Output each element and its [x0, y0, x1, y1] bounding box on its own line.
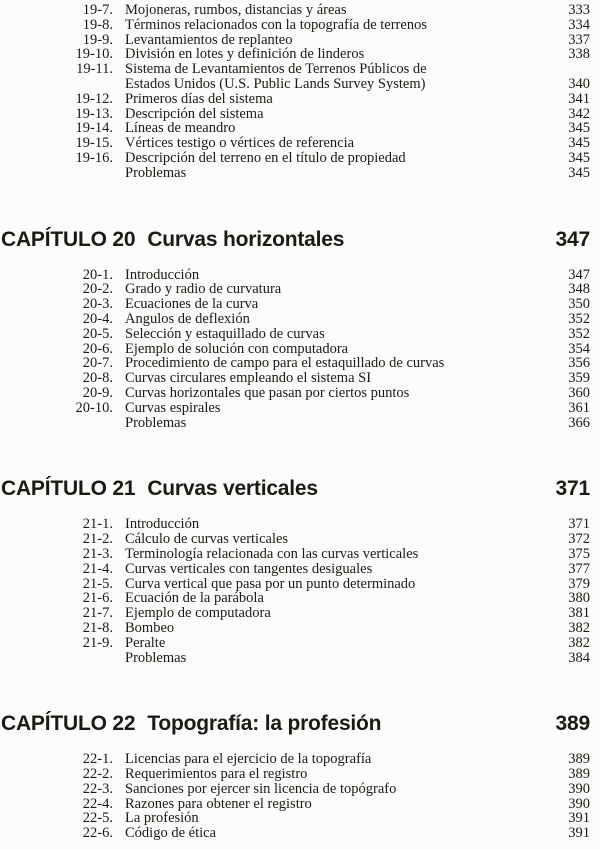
chapter-page-number: 371: [555, 477, 590, 501]
toc-entry-page-number: 352: [568, 325, 590, 342]
toc-entry-row: [0, 532, 590, 547]
toc-entry-row: [0, 606, 590, 621]
toc-entry-row: [0, 401, 590, 416]
toc-entry-number: 19-13.: [75, 105, 113, 122]
toc-entry-row: [0, 312, 590, 327]
section-entries: [0, 3, 600, 181]
toc-entry-page-number: 333: [568, 2, 590, 18]
toc-entry-row: [0, 92, 590, 107]
toc-entry-title: Problemas: [125, 415, 187, 431]
toc-entry-number: 19-8.: [82, 16, 113, 33]
toc-entry-title: La profesión: [125, 811, 199, 827]
toc-entry-number: 20-9.: [82, 384, 113, 401]
toc-entry-row: [0, 621, 590, 636]
toc-entry-title: División en lotes y definición de linderos: [125, 47, 365, 63]
toc-entry-number: 21-5.: [82, 575, 113, 592]
toc-entry-title: Ejemplo de computadora: [125, 606, 271, 621]
toc-entry-page-number: 354: [568, 340, 590, 357]
toc-entry-number: 20-5.: [82, 325, 113, 342]
toc-entry-title: Curvas circulares empleando el sistema SI: [125, 371, 372, 386]
toc-entry-row: [0, 416, 590, 431]
toc-entry-row: [0, 591, 590, 606]
chapter-heading: [0, 478, 600, 500]
toc-entry-row: [0, 517, 590, 532]
toc-entry-number: 19-14.: [75, 120, 113, 137]
toc-entry-title: Peralte: [125, 635, 166, 651]
toc-entry-title: Levantamientos de replanteo: [125, 32, 293, 48]
chapter-label: CAPÍTULO 22: [1, 712, 136, 736]
toc-entry-title: Introducción: [125, 267, 200, 283]
toc-entry-title: Cálculo de curvas verticales: [125, 532, 289, 547]
toc-entry-row: [0, 342, 590, 357]
section-entries: [0, 268, 600, 431]
toc-entry-title: Curvas verticales con tangentes desiguales: [125, 561, 373, 577]
toc-entry-number: 19-9.: [82, 31, 113, 48]
toc-entry-number: 20-2.: [82, 281, 113, 298]
toc-entry-number: 22-5.: [82, 810, 113, 827]
toc-entry-page-number: 372: [568, 531, 590, 548]
toc-entry-number: 21-3.: [82, 545, 113, 562]
toc-entry-row: [0, 782, 590, 797]
toc-entry-title: Requerimientos para el registro: [125, 767, 308, 782]
toc-entry-title: Ejemplo de solución con computadora: [125, 341, 349, 357]
toc-entry-row: [0, 151, 590, 166]
toc-entry-title: Términos relacionados con la topografía de terrenos: [125, 17, 427, 33]
toc-entry-number: 20-4.: [82, 310, 113, 327]
toc-entry-page-number: 352: [568, 310, 590, 327]
toc-entry-number: 19-7.: [82, 2, 113, 18]
toc-entry-row: [0, 282, 590, 297]
toc-entry-page-number: 356: [568, 355, 590, 372]
toc-entry-title: Sanciones por ejercer sin licencia de topógrafo: [125, 781, 397, 797]
toc-entry-page-number: 350: [568, 296, 590, 313]
toc-entry-row: [0, 3, 590, 18]
toc-entry-title: Curvas horizontales que pasan por ciertos puntos: [125, 385, 410, 401]
toc-entry-title: Razones para obtener el registro: [125, 796, 312, 812]
toc-entry-row: [0, 136, 590, 151]
chapter-title: Topografía: la profesión: [147, 712, 382, 736]
toc-entry-title: Ecuación de la parábola: [125, 591, 264, 607]
chapter-label: CAPÍTULO 20: [1, 227, 136, 251]
toc-entry-row: [0, 547, 590, 562]
toc-entry-row: [0, 33, 590, 48]
toc-entry-number: 21-7.: [82, 605, 113, 622]
toc-entry-page-number: 359: [568, 370, 590, 387]
toc-entry-page-number: 345: [568, 164, 590, 181]
toc-entry-row: [0, 577, 590, 592]
toc-entry-row: [0, 107, 590, 122]
toc-entry-title: Terminología relacionada con las curvas verticales: [125, 546, 419, 562]
toc-entry-row: [0, 767, 590, 782]
toc-entry-page-number: 347: [568, 266, 590, 283]
toc-entry-page-number: 375: [568, 545, 590, 562]
toc-entry-row: [0, 62, 590, 77]
toc-entry-number: 21-4.: [82, 560, 113, 577]
toc-entry-row: [0, 636, 590, 651]
toc-entry-number: 20-8.: [82, 370, 113, 387]
section-entries: [0, 752, 600, 841]
toc-entry-page-number: 371: [568, 516, 590, 533]
toc-entry-row: [0, 268, 590, 283]
toc-entry-row: [0, 386, 590, 401]
toc-entry-page-number: 340: [568, 75, 590, 92]
toc-entry-number: 21-1.: [82, 516, 113, 533]
chapter-page-number: 389: [555, 712, 590, 736]
toc-entry-page-number: 391: [568, 825, 590, 842]
toc-entry-page-number: 345: [568, 120, 590, 137]
toc-entry-page-number: 380: [568, 590, 590, 607]
toc-entry-title: Código de ética: [125, 826, 217, 842]
toc-entry-number: 20-3.: [82, 296, 113, 313]
toc-entry-page-number: 361: [568, 399, 590, 416]
toc-entry-number: 21-6.: [82, 590, 113, 607]
toc-entry-page-number: 338: [568, 46, 590, 63]
toc-entry-row: [0, 797, 590, 812]
toc-entry-row: [0, 811, 590, 826]
toc-entry-title: Líneas de meandro: [125, 121, 236, 137]
toc-entry-number: 20-10.: [75, 399, 113, 416]
toc-entry-number: 19-12.: [75, 90, 113, 107]
toc-entry-title: Ecuaciones de la curva: [125, 297, 259, 312]
toc-entry-title: Ángulos de deflexión: [125, 311, 250, 327]
toc-entry-page-number: 366: [568, 414, 590, 431]
toc-entry-number: 22-2.: [82, 766, 113, 783]
chapter-page-number: 347: [555, 227, 590, 251]
section-entries: [0, 517, 600, 665]
toc-entry-page-number: 382: [568, 619, 590, 636]
toc-entry-page-number: 360: [568, 384, 590, 401]
chapter-title: Curvas horizontales: [147, 227, 345, 251]
chapter-heading: [0, 229, 600, 251]
toc-entry-title: Problemas: [125, 650, 187, 666]
toc-entry-title: Licencias para el ejercicio de la topografía: [125, 752, 372, 768]
toc-entry-number: 19-10.: [75, 46, 113, 63]
toc-entry-page-number: 390: [568, 795, 590, 812]
toc-entry-row: [0, 356, 590, 371]
toc-entry-row: [0, 77, 590, 92]
toc-entry-row: [0, 826, 590, 841]
toc-entry-number: 22-3.: [82, 780, 113, 797]
toc-entry-number: 21-2.: [82, 531, 113, 548]
toc-entry-page-number: 384: [568, 649, 590, 666]
toc-entry-title: Grado y radio de curvatura: [125, 282, 282, 298]
toc-entry-title: Estados Unidos (U.S. Public Lands Survey System): [125, 76, 426, 92]
toc-entry-number: 20-6.: [82, 340, 113, 357]
toc-entry-title: Problemas: [125, 165, 187, 181]
toc-entry-page-number: 337: [568, 31, 590, 48]
toc-entry-page-number: 334: [568, 16, 590, 33]
toc-entry-title: Primeros días del sistema: [125, 91, 273, 107]
toc-entry-row: [0, 166, 590, 181]
toc-entry-title: Vértices testigo o vértices de referencia: [125, 136, 355, 151]
toc-entry-row: [0, 297, 590, 312]
toc-entry-page-number: 345: [568, 135, 590, 152]
toc-entry-row: [0, 121, 590, 136]
toc-entry-number: 20-7.: [82, 355, 113, 372]
toc-entry-row: [0, 562, 590, 577]
toc-entry-title: Procedimiento de campo para el estaquillado de curvas: [125, 356, 445, 372]
toc-entry-page-number: 342: [568, 105, 590, 122]
toc-entry-number: 21-9.: [82, 634, 113, 651]
toc-entry-page-number: 341: [568, 90, 590, 107]
toc-entry-page-number: 390: [568, 780, 590, 797]
toc-entry-number: 22-4.: [82, 795, 113, 812]
toc-entry-page-number: 381: [568, 605, 590, 622]
toc-entry-title: Introducción: [125, 517, 200, 533]
toc-entry-page-number: 391: [568, 810, 590, 827]
toc-entry-page-number: 377: [568, 560, 590, 577]
toc-entry-title: Descripción del sistema: [125, 106, 264, 122]
toc-entry-number: 19-16.: [75, 149, 113, 166]
toc-entry-title: Curva vertical que pasa por un punto determinado: [125, 576, 416, 592]
toc-entry-row: [0, 651, 590, 666]
toc-entry-number: 19-11.: [76, 61, 113, 78]
toc-entry-title: Selección y estaquillado de curvas: [125, 326, 325, 342]
toc-entry-number: 20-1.: [82, 266, 113, 283]
chapter-title: Curvas verticales: [147, 477, 318, 501]
toc-entry-page-number: 389: [568, 751, 590, 768]
toc-entry-row: [0, 327, 590, 342]
toc-entry-title: Sistema de Levantamientos de Terrenos Públicos de: [125, 62, 427, 77]
toc-entry-title: Mojoneras, rumbos, distancias y áreas: [125, 3, 347, 18]
toc-entry-page-number: 389: [568, 766, 590, 783]
toc-entry-number: 22-1.: [82, 751, 113, 768]
toc-entry-page-number: 382: [568, 634, 590, 651]
toc-entry-row: [0, 47, 590, 62]
toc-entry-row: [0, 752, 590, 767]
chapter-heading: [0, 713, 600, 735]
toc-entry-title: Curvas espirales: [125, 400, 221, 416]
toc-entry-row: [0, 371, 590, 386]
toc-entry-page-number: 348: [568, 281, 590, 298]
toc-entry-row: [0, 18, 590, 33]
toc-entry-number: 19-15.: [75, 135, 113, 152]
toc-entry-page-number: 345: [568, 149, 590, 166]
toc-entry-number: 22-6.: [82, 825, 113, 842]
chapter-label: CAPÍTULO 21: [1, 477, 136, 501]
toc-entry-title: Descripción del terreno en el título de propiedad: [125, 150, 406, 166]
toc-entry-title: Bombeo: [125, 620, 175, 636]
toc-entry-page-number: 379: [568, 575, 590, 592]
toc-entry-number: 21-8.: [82, 619, 113, 636]
